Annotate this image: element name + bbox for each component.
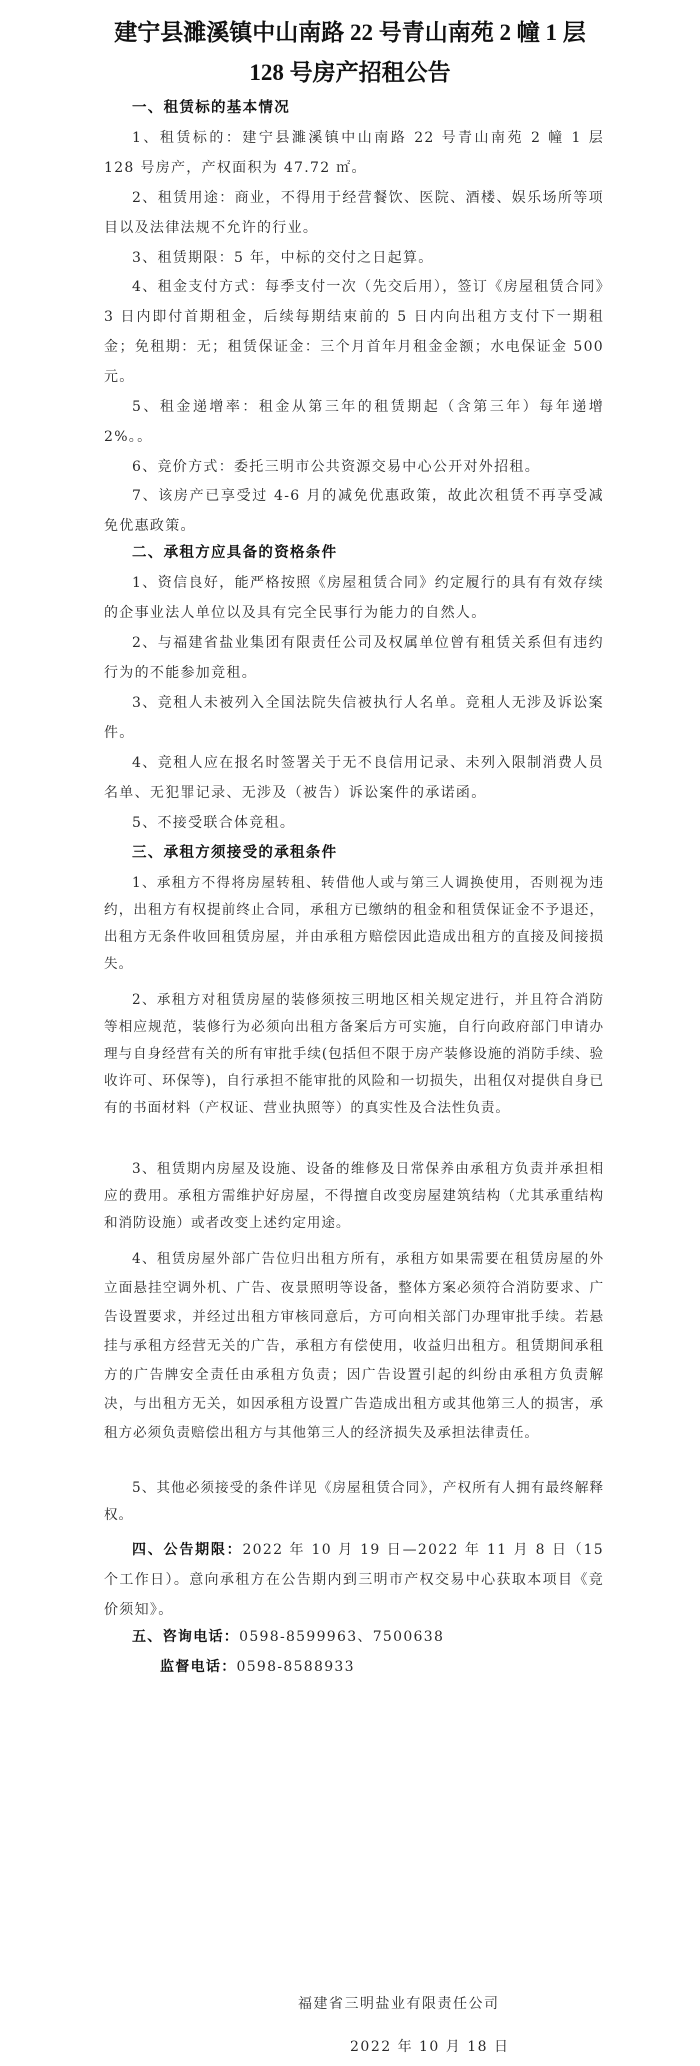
section-2-item-4: 4、竞租人应在报名时签署关于无不良信用记录、未列入限制消费人员名单、无犯罪记录、无涉及（被告）诉讼案件的承诺函。 bbox=[104, 755, 604, 801]
section-1-item-5: 5、租金递增率：租金从第三年的租赁期起（含第三年）每年递增 2%。。 bbox=[104, 399, 604, 445]
section-1-item-3: 3、租赁期限：5 年，中标的交付之日起算。 bbox=[132, 250, 434, 266]
section-2-item-3: 3、竞租人未被列入全国法院失信被执行人名单。竞租人无涉及诉讼案件。 bbox=[104, 695, 604, 741]
announcement-period-label: 四、公告期限： bbox=[132, 1542, 243, 1558]
section-1-item-4: 4、租金支付方式：每季支付一次（先交后用），签订《房屋租赁合同》3 日内即付首期租金，后续每期结束前的 5 日内向出租方支付下一期租金；免租期：无；租赁保证金：三个月首年月租金金额；水电保证金 500 元。 bbox=[104, 279, 604, 385]
section-3-item-4: 4、租赁房屋外部广告位归出租方所有，承租方如果需要在租赁房屋的外立面悬挂空调外机、广告、夜景照明等设备，整体方案必须符合消防要求、广告设置要求，并经过出租方审核同意后，方可向相关部门办理审批手续。若悬挂与承租方经营无关的广告，承租方有偿使用，收益归出租方。租赁期间承租方的广告牌安全责任由承租方负责；因广告设置引起的纠纷由承租方负责解决，与出租方无关，如因承租方设置广告造成出租方或其他第三人的损害，承租方必须负责赔偿出租方与其他第三人的经济损失及承担法律责任。 bbox=[104, 1251, 604, 1441]
supervise-phone: 0598-8588933 bbox=[236, 1659, 355, 1675]
section-5-paragraph bbox=[104, 1622, 604, 1652]
section-3-item-5: 5、其他必须接受的条件详见《房屋租赁合同》，产权所有人拥有最终解释权。 bbox=[104, 1480, 604, 1523]
section-3-heading: 三、承租方须接受的承租条件 bbox=[132, 845, 338, 861]
section-3-item-3: 3、租赁期内房屋及设施、设备的维修及日常保养由承租方负责并承担相应的费用。承租方需维护好房屋，不得擅自改变房屋建筑结构（尤其承重结构和消防设施）或者改变上述约定用途。 bbox=[104, 1161, 604, 1231]
section-1-item-7: 7、该房产已享受过 4-6 月的减免优惠政策，故此次租赁不再享受减免优惠政策。 bbox=[104, 488, 604, 534]
section-1-item-6: 6、竞价方式：委托三明市公共资源交易中心公开对外招租。 bbox=[132, 459, 541, 475]
signature-date: 2022 年 10 月 18 日 bbox=[350, 2039, 510, 2055]
section-2-item-5: 5、不接受联合体竞租。 bbox=[132, 815, 296, 831]
consult-phone-label: 五、咨询电话： bbox=[132, 1629, 240, 1645]
section-1-item-1: 1、租赁标的：建宁县濉溪镇中山南路 22 号青山南苑 2 幢 1 层 128 号房产，产权面积为 47.72 ㎡。 bbox=[104, 130, 604, 176]
section-2-heading: 二、承租方应具备的资格条件 bbox=[132, 545, 338, 561]
signature-company: 福建省三明盐业有限责任公司 bbox=[298, 1996, 500, 2012]
section-3-item-2: 2、承租方对租赁房屋的装修须按三明地区相关规定进行，并且符合消防等相应规范，装修行为必须向出租方备案后方可实施，自行向政府部门申请办理与自身经营有关的所有审批手续(包括但不限于房产装修设施的消防手续、验收许可、环保等)，自行承担不能审批的风险和一切损失，出租仅对提供自身已有的书面材料（产权证、营业执照等）的真实性及合法性负责。 bbox=[104, 992, 604, 1116]
consult-phone: 0598-8599963、7500638 bbox=[239, 1629, 445, 1645]
section-3-item-1: 1、承租方不得将房屋转租、转借他人或与第三人调换使用，否则视为违约，出租方有权提前终止合同，承租方已缴纳的租金和租赁保证金不予退还，出租方无条件收回租赁房屋，并由承租方赔偿因此造成出租方的直接及间接损失。 bbox=[104, 875, 604, 972]
announcement-period-text: 2022 年 10 月 19 日—2022 年 11 月 8 日（15 个工作日）。意向承租方在公告期内到三明市产权交易中心获取本项目《竞价须知》。 bbox=[104, 1542, 604, 1618]
supervise-paragraph bbox=[104, 1652, 604, 1682]
section-1-item-2: 2、租赁用途：商业，不得用于经营餐饮、医院、酒楼、娱乐场所等项目以及法律法规不允许的行业。 bbox=[104, 190, 604, 236]
section-1-heading: 一、租赁标的基本情况 bbox=[132, 100, 290, 116]
section-2-item-2: 2、与福建省盐业集团有限责任公司及权属单位曾有租赁关系但有违约行为的不能参加竞租。 bbox=[104, 635, 604, 681]
title-line-2: 128 号房产招租公告 bbox=[249, 60, 451, 85]
title-line-1: 建宁县濉溪镇中山南路 22 号青山南苑 2 幢 1 层 bbox=[114, 20, 586, 45]
supervise-phone-label: 监督电话： bbox=[160, 1659, 237, 1675]
section-2-item-1: 1、资信良好，能严格按照《房屋租赁合同》约定履行的具有有效存续的企事业法人单位以及具有完全民事行为能力的自然人。 bbox=[104, 575, 604, 621]
section-4-paragraph bbox=[104, 1535, 604, 1625]
